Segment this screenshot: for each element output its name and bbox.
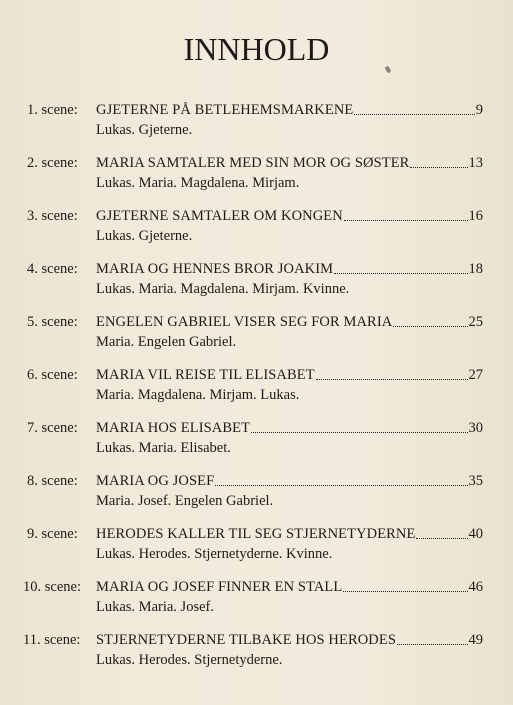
scene-number: 10. scene: — [23, 579, 81, 595]
page-number: 27 — [468, 367, 483, 383]
toc-entry — [0, 155, 513, 208]
toc-entry — [0, 579, 513, 632]
toc-line — [96, 261, 483, 278]
toc-entry — [0, 102, 513, 155]
toc-entry — [0, 208, 513, 261]
table-of-contents — [0, 102, 513, 685]
dot-leader — [343, 591, 467, 592]
dot-leader — [393, 326, 467, 327]
scene-title: MARIA OG JOSEF — [96, 473, 215, 489]
toc-line — [96, 208, 483, 225]
dot-leader — [215, 485, 467, 486]
toc-entry — [0, 314, 513, 367]
scene-number: 8. scene: — [27, 473, 78, 489]
scene-title: HERODES KALLER TIL SEG STJERNETYDERNE — [96, 526, 416, 542]
toc-entry — [0, 367, 513, 420]
page-number: 46 — [468, 579, 483, 595]
scene-characters: Lukas. Herodes. Stjernetyderne. — [96, 652, 283, 668]
toc-line — [96, 314, 483, 331]
toc-entry — [0, 526, 513, 579]
page-number: 16 — [468, 208, 483, 224]
dot-leader — [316, 379, 468, 380]
scene-title: GJETERNE SAMTALER OM KONGEN — [96, 208, 343, 224]
dot-leader — [344, 220, 468, 221]
scene-characters: Lukas. Gjeterne. — [96, 228, 193, 244]
scene-number: 1. scene: — [27, 102, 78, 118]
scene-characters: Maria. Engelen Gabriel. — [96, 334, 237, 350]
toc-line — [96, 155, 483, 172]
dot-leader — [397, 644, 468, 645]
scene-number: 7. scene: — [27, 420, 78, 436]
scene-number: 6. scene: — [27, 367, 78, 383]
toc-line — [96, 473, 483, 490]
scene-title: MARIA OG JOSEF FINNER EN STALL — [96, 579, 343, 595]
scene-characters: Maria. Josef. Engelen Gabriel. — [96, 493, 274, 509]
scene-characters: Lukas. Maria. Elisabet. — [96, 440, 231, 456]
scene-characters: Lukas. Herodes. Stjernetyderne. Kvinne. — [96, 546, 333, 562]
page-number: 49 — [468, 632, 483, 648]
toc-entry — [0, 420, 513, 473]
scene-characters: Lukas. Maria. Magdalena. Mirjam. — [96, 175, 300, 191]
scene-title: MARIA SAMTALER MED SIN MOR OG SØSTER — [96, 155, 410, 171]
scene-number: 9. scene: — [27, 526, 78, 542]
scene-title: GJETERNE PÅ BETLEHEMSMARKENE — [96, 102, 354, 118]
scene-title: MARIA OG HENNES BROR JOAKIM — [96, 261, 334, 277]
page-number: 35 — [468, 473, 483, 489]
page-number: 9 — [475, 102, 483, 118]
scene-title: STJERNETYDERNE TILBAKE HOS HERODES — [96, 632, 396, 648]
scene-title: MARIA HOS ELISABET — [96, 420, 251, 436]
toc-entry — [0, 473, 513, 526]
page-number: 30 — [468, 420, 483, 436]
scene-number: 11. scene: — [23, 632, 81, 648]
scene-characters: Lukas. Maria. Josef. — [96, 599, 214, 615]
scene-number: 5. scene: — [27, 314, 78, 330]
scene-number: 4. scene: — [27, 261, 78, 277]
page-number: 40 — [468, 526, 483, 542]
scene-characters: Lukas. Gjeterne. — [96, 122, 193, 138]
scene-number: 2. scene: — [27, 155, 78, 171]
toc-entry — [0, 261, 513, 314]
page-title: INNHOLD — [183, 31, 330, 68]
toc-line — [96, 579, 483, 596]
toc-entry — [0, 632, 513, 685]
toc-line — [96, 102, 483, 119]
dot-leader — [334, 273, 467, 274]
dot-leader — [251, 432, 467, 433]
toc-line — [96, 632, 483, 649]
dot-leader — [354, 114, 474, 115]
scene-characters: Lukas. Maria. Magdalena. Mirjam. Kvinne. — [96, 281, 350, 297]
page-number: 25 — [468, 314, 483, 330]
dot-leader — [416, 538, 467, 539]
page-number: 13 — [468, 155, 483, 171]
scene-title: ENGELEN GABRIEL VISER SEG FOR MARIA — [96, 314, 393, 330]
dot-leader — [410, 167, 467, 168]
scene-characters: Maria. Magdalena. Mirjam. Lukas. — [96, 387, 300, 403]
toc-line — [96, 367, 483, 384]
page-number: 18 — [468, 261, 483, 277]
toc-line — [96, 526, 483, 543]
toc-line — [96, 420, 483, 437]
scene-title: MARIA VIL REISE TIL ELISABET — [96, 367, 315, 383]
scene-number: 3. scene: — [27, 208, 78, 224]
